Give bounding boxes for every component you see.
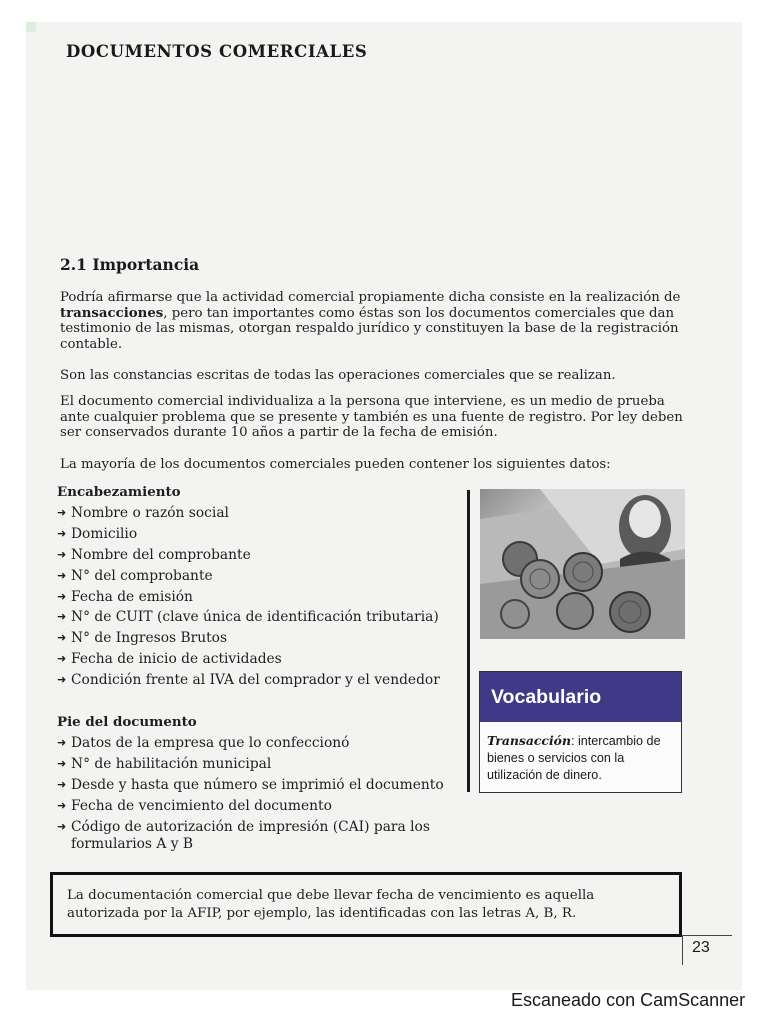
paragraph-purpose: El documento comercial individualiza a la persona que interviene, es un medio de prueba ante cualquier problema que se presente y también es una fuente de registro. Por ley deben ser conservados durante 10 años a partir de la fecha de emisión. <box>60 394 683 441</box>
paragraph-data-intro: La mayoría de los documentos comerciales pueden contener los siguientes datos: <box>60 457 611 472</box>
paragraph-definition: Son las constancias escritas de todas las operaciones comerciales que se realizan. <box>60 368 616 383</box>
list-item-text: N° de Ingresos Brutos <box>71 630 228 647</box>
list-item <box>57 649 462 670</box>
arrow-icon: ➜ <box>57 631 67 645</box>
column-divider <box>467 490 470 792</box>
vocabulary-box <box>479 671 682 793</box>
paragraph-intro-rest: , pero tan importantes como éstas son los documentos comerciales que dan testimonio de las mismas, otorgan respaldo jurídico y constituyen la base de la registración contable. <box>60 305 679 353</box>
list-item <box>57 670 462 691</box>
list-item-text: N° del comprobante <box>71 567 213 584</box>
arrow-icon: ➜ <box>57 610 67 624</box>
note-box: La documentación comercial que debe llevar fecha de vencimiento es aquella autorizada por la AFIP, por ejemplo, las identificadas con las letras A, B, R. <box>50 872 682 937</box>
arrow-icon: ➜ <box>57 798 67 812</box>
list-item-text: Desde y hasta que número se imprimió el documento <box>71 776 444 793</box>
list-item <box>57 817 462 853</box>
vocabulary-term: Transacción <box>487 733 571 748</box>
vocabulary-heading: Vocabulario <box>480 672 681 722</box>
list-item-text: Nombre o razón social <box>71 504 229 521</box>
list-item-text: Fecha de inicio de actividades <box>71 651 282 668</box>
list-item <box>57 524 462 545</box>
arrow-icon: ➜ <box>57 568 67 582</box>
list-item-text: Condición frente al IVA del comprador y el vendedor <box>71 672 440 689</box>
list-item-text: Fecha de vencimiento del documento <box>71 797 332 814</box>
pie-heading: Pie del documento <box>57 714 197 730</box>
arrow-icon: ➜ <box>57 777 67 791</box>
list-item <box>57 607 462 628</box>
pie-list <box>57 712 462 853</box>
arrow-icon: ➜ <box>57 547 67 561</box>
vocabulary-definition <box>480 722 681 784</box>
arrow-icon: ➜ <box>57 756 67 770</box>
scanner-watermark: Escaneado con CamScanner <box>511 990 746 1010</box>
list-item <box>57 796 462 817</box>
arrow-icon: ➜ <box>57 735 67 749</box>
list-item-text: Fecha de emisión <box>71 588 193 605</box>
paragraph-intro-lead: Podría afirmarse que la actividad comercial propiamente dicha consiste en la realización de <box>60 290 681 305</box>
page-title: DOCUMENTOS COMERCIALES <box>66 42 368 61</box>
section-title: 2.1 Importancia <box>60 255 200 274</box>
list-item <box>57 566 462 587</box>
list-item <box>57 733 462 754</box>
page-number: 23 <box>682 935 732 965</box>
vocabulary-definition-text: : intercambio de bienes o servicios con la utilización de dinero. <box>487 734 661 782</box>
list-item <box>57 587 462 608</box>
list-item <box>57 775 462 796</box>
list-item-text: Código de autorización de impresión (CAI) para los formularios A y B <box>71 818 430 852</box>
banknotes-and-coins-photo <box>480 489 685 639</box>
list-item-text: N° de CUIT (clave única de identificación tributaria) <box>71 609 439 626</box>
arrow-icon: ➜ <box>57 526 67 540</box>
arrow-icon: ➜ <box>57 505 67 519</box>
money-illustration <box>480 489 685 639</box>
term-transacciones: transacciones <box>60 305 164 321</box>
arrow-icon: ➜ <box>57 819 67 833</box>
arrow-icon: ➜ <box>57 589 67 603</box>
arrow-icon: ➜ <box>57 673 67 687</box>
arrow-icon: ➜ <box>57 652 67 666</box>
list-item-text: Domicilio <box>71 525 138 542</box>
list-item-text: N° de habilitación municipal <box>71 755 272 772</box>
list-item-text: Nombre del comprobante <box>71 546 251 563</box>
list-item-text: Datos de la empresa que lo confeccionó <box>71 734 350 751</box>
list-item <box>57 503 462 524</box>
encabezamiento-list <box>57 482 462 691</box>
paragraph-intro <box>60 290 688 353</box>
encabezamiento-heading: Encabezamiento <box>57 484 181 500</box>
scan-corner-mark <box>26 22 36 32</box>
list-item <box>57 754 462 775</box>
list-item <box>57 628 462 649</box>
list-item <box>57 545 462 566</box>
